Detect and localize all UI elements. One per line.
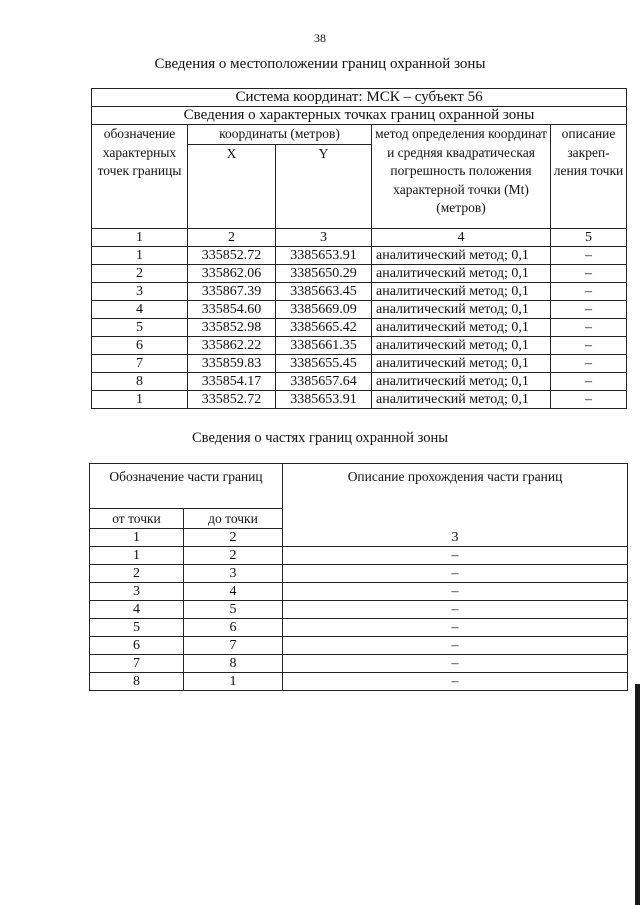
column-number: 4 [372, 229, 551, 247]
part-description: – [283, 673, 628, 691]
part-description: – [283, 547, 628, 565]
table-row [90, 619, 628, 637]
header-to-point: до точки [184, 509, 283, 529]
x-coordinate: 335862.22 [188, 337, 276, 355]
from-point: 6 [90, 637, 184, 655]
column-number: 1 [90, 529, 184, 547]
table-row [90, 601, 628, 619]
point-number: 4 [92, 301, 188, 319]
table-row [90, 673, 628, 691]
to-point: 2 [184, 547, 283, 565]
y-coordinate: 3385657.64 [276, 373, 372, 391]
part-description: – [283, 655, 628, 673]
fixation-description: – [551, 337, 627, 355]
table-row [92, 355, 627, 373]
y-coordinate: 3385650.29 [276, 265, 372, 283]
fixation-description: – [551, 265, 627, 283]
column-number-row [90, 529, 628, 547]
x-coordinate: 335852.72 [188, 391, 276, 409]
y-coordinate: 3385663.45 [276, 283, 372, 301]
x-coordinate: 335862.06 [188, 265, 276, 283]
from-point: 5 [90, 619, 184, 637]
from-point: 2 [90, 565, 184, 583]
header-part-description: Описание прохождения части границ [283, 464, 628, 529]
part-description: – [283, 619, 628, 637]
x-coordinate: 335854.60 [188, 301, 276, 319]
x-coordinate: 335854.17 [188, 373, 276, 391]
x-coordinate: 335859.83 [188, 355, 276, 373]
from-point: 8 [90, 673, 184, 691]
fixation-description: – [551, 391, 627, 409]
point-number: 2 [92, 265, 188, 283]
table-row [90, 655, 628, 673]
points-table-title: Сведения о характерных точках границ охранной зоны [92, 107, 627, 125]
point-number: 5 [92, 319, 188, 337]
fixation-description: – [551, 301, 627, 319]
column-number: 2 [188, 229, 276, 247]
method-value: аналитический метод; 0,1 [372, 355, 551, 373]
boundary-parts-table [89, 463, 628, 691]
from-point: 3 [90, 583, 184, 601]
header-part-designation: Обозначение части границ [90, 464, 283, 509]
fixation-description: – [551, 247, 627, 265]
column-number-row [92, 229, 627, 247]
to-point: 7 [184, 637, 283, 655]
from-point: 7 [90, 655, 184, 673]
table-row [92, 301, 627, 319]
to-point: 4 [184, 583, 283, 601]
column-number: 1 [92, 229, 188, 247]
point-number: 8 [92, 373, 188, 391]
column-number: 2 [184, 529, 283, 547]
x-coordinate: 335852.98 [188, 319, 276, 337]
x-coordinate: 335852.72 [188, 247, 276, 265]
page-number: 38 [314, 31, 326, 45]
part-description: – [283, 565, 628, 583]
fixation-description: – [551, 355, 627, 373]
method-value: аналитический метод; 0,1 [372, 373, 551, 391]
section-heading-parts: Сведения о частях границ охранной зоны [192, 430, 448, 446]
table-row [92, 319, 627, 337]
fixation-description: – [551, 283, 627, 301]
to-point: 6 [184, 619, 283, 637]
from-point: 4 [90, 601, 184, 619]
y-coordinate: 3385661.35 [276, 337, 372, 355]
part-description: – [283, 583, 628, 601]
part-description: – [283, 601, 628, 619]
column-number: 3 [276, 229, 372, 247]
y-coordinate: 3385665.42 [276, 319, 372, 337]
table-row [92, 283, 627, 301]
column-number: 5 [551, 229, 627, 247]
header-coordinates: координаты (метров) [188, 125, 372, 145]
to-point: 5 [184, 601, 283, 619]
to-point: 3 [184, 565, 283, 583]
y-coordinate: 3385653.91 [276, 391, 372, 409]
point-number: 3 [92, 283, 188, 301]
header-from-point: от точки [90, 509, 184, 529]
table-row [92, 337, 627, 355]
coordinate-system-title: Система координат: МСК – субъект 56 [92, 89, 627, 107]
point-number: 1 [92, 391, 188, 409]
fixation-description: – [551, 373, 627, 391]
section-heading-location: Сведения о местоположении границ охранной зоны [154, 56, 486, 72]
from-point: 1 [90, 547, 184, 565]
method-value: аналитический метод; 0,1 [372, 301, 551, 319]
header-description: описание закреп-ления точки [551, 125, 627, 229]
y-coordinate: 3385655.45 [276, 355, 372, 373]
point-number: 1 [92, 247, 188, 265]
header-method: метод определения координат и средняя квадратическая погрешность положения характерной точки (Mt) (метров) [372, 125, 551, 229]
y-coordinate: 3385669.09 [276, 301, 372, 319]
x-coordinate: 335867.39 [188, 283, 276, 301]
method-value: аналитический метод; 0,1 [372, 247, 551, 265]
method-value: аналитический метод; 0,1 [372, 337, 551, 355]
method-value: аналитический метод; 0,1 [372, 391, 551, 409]
table-row [90, 637, 628, 655]
fixation-description: – [551, 319, 627, 337]
table-row [92, 391, 627, 409]
part-description: – [283, 637, 628, 655]
boundary-points-table [91, 88, 627, 409]
to-point: 1 [184, 673, 283, 691]
table-row [90, 565, 628, 583]
method-value: аналитический метод; 0,1 [372, 265, 551, 283]
header-x: X [188, 145, 276, 229]
point-number: 7 [92, 355, 188, 373]
method-value: аналитический метод; 0,1 [372, 283, 551, 301]
table-row [92, 265, 627, 283]
table-row [90, 547, 628, 565]
method-value: аналитический метод; 0,1 [372, 319, 551, 337]
to-point: 8 [184, 655, 283, 673]
table-row [90, 583, 628, 601]
table-row [92, 373, 627, 391]
point-number: 6 [92, 337, 188, 355]
header-point-designation: обозначение характерных точек границы [92, 125, 188, 229]
scan-edge-shadow [635, 684, 640, 905]
y-coordinate: 3385653.91 [276, 247, 372, 265]
header-y: Y [276, 145, 372, 229]
table-row [92, 247, 627, 265]
column-number: 3 [283, 529, 628, 547]
